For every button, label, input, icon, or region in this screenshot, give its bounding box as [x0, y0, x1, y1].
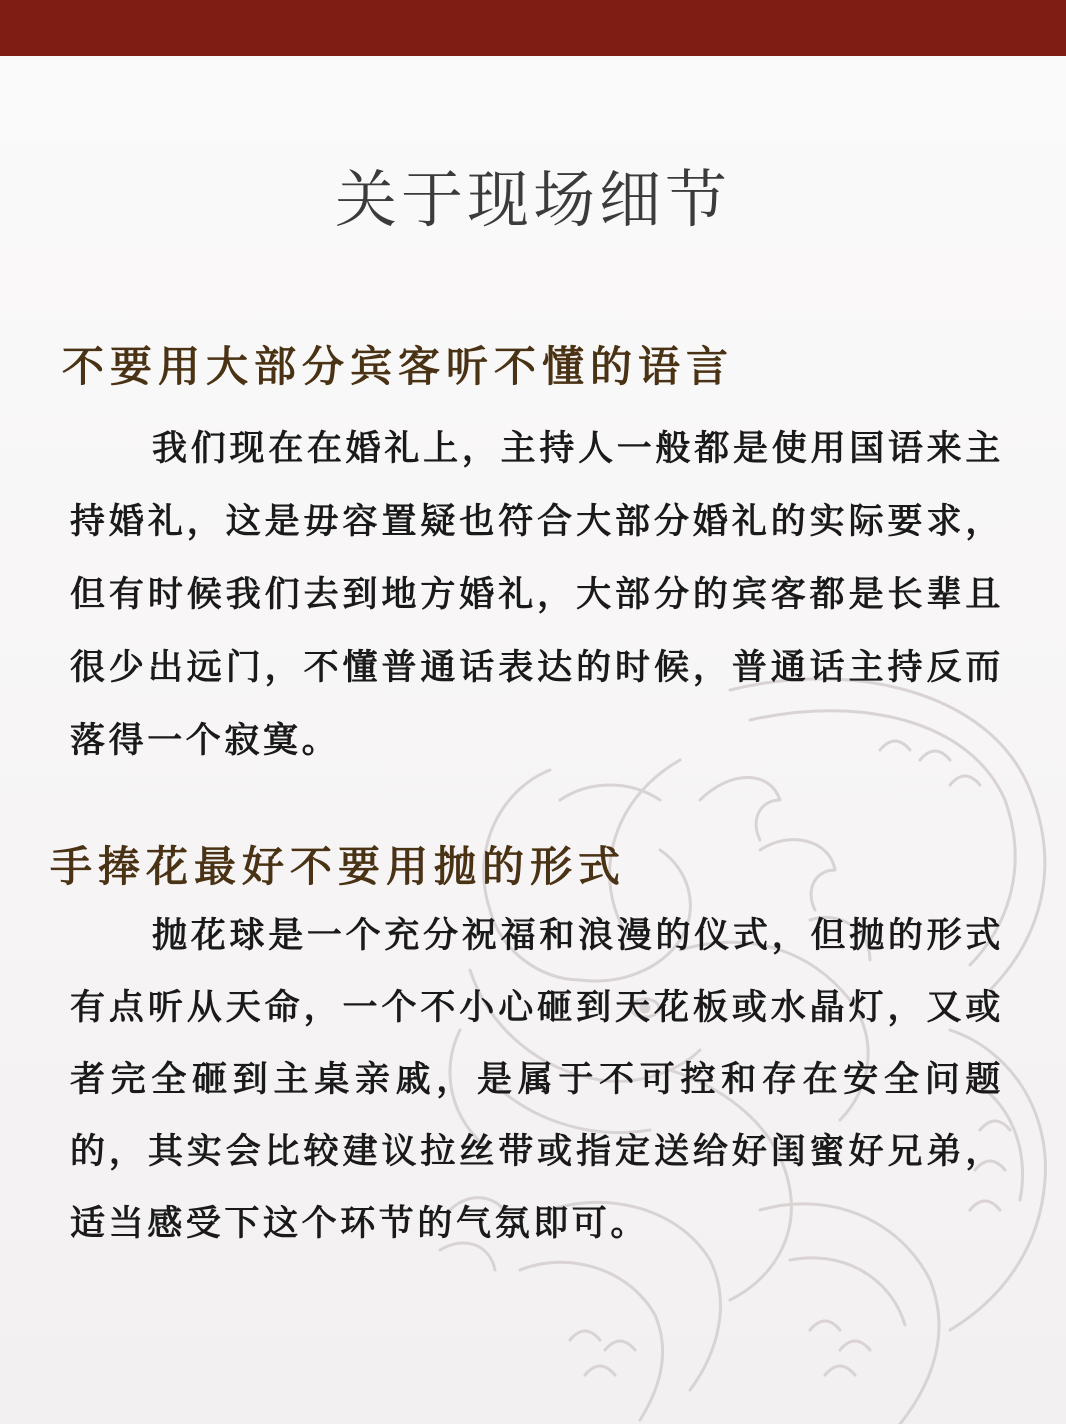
- section-heading-bouquet: 手捧花最好不要用抛的形式: [50, 842, 627, 891]
- section-heading-language: 不要用大部分宾客听不懂的语言: [62, 342, 735, 391]
- top-banner: [0, 0, 1066, 56]
- page-title: 关于现场细节: [334, 163, 731, 236]
- section-body-language: 我们现在在婚礼上，主持人一般都是使用国语来主持婚礼，这是毋容置疑也符合大部分婚礼的实际要求，但有时候我们去到地方婚礼，大部分的宾客都是长辈且很少出远门，不懂普通话表达的时候，普通话主持反而落得一个寂寞。: [70, 428, 1004, 761]
- section-body-bouquet: 抛花球是一个充分祝福和浪漫的仪式，但抛的形式有点听从天命，一个不小心砸到天花板或水晶灯，又或者完全砸到主桌亲戚，是属于不可控和存在安全问题的，其实会比较建议拉丝带或指定送给好闺蜜好兄弟，适当感受下这个环节的气氛即可。: [70, 915, 1004, 1244]
